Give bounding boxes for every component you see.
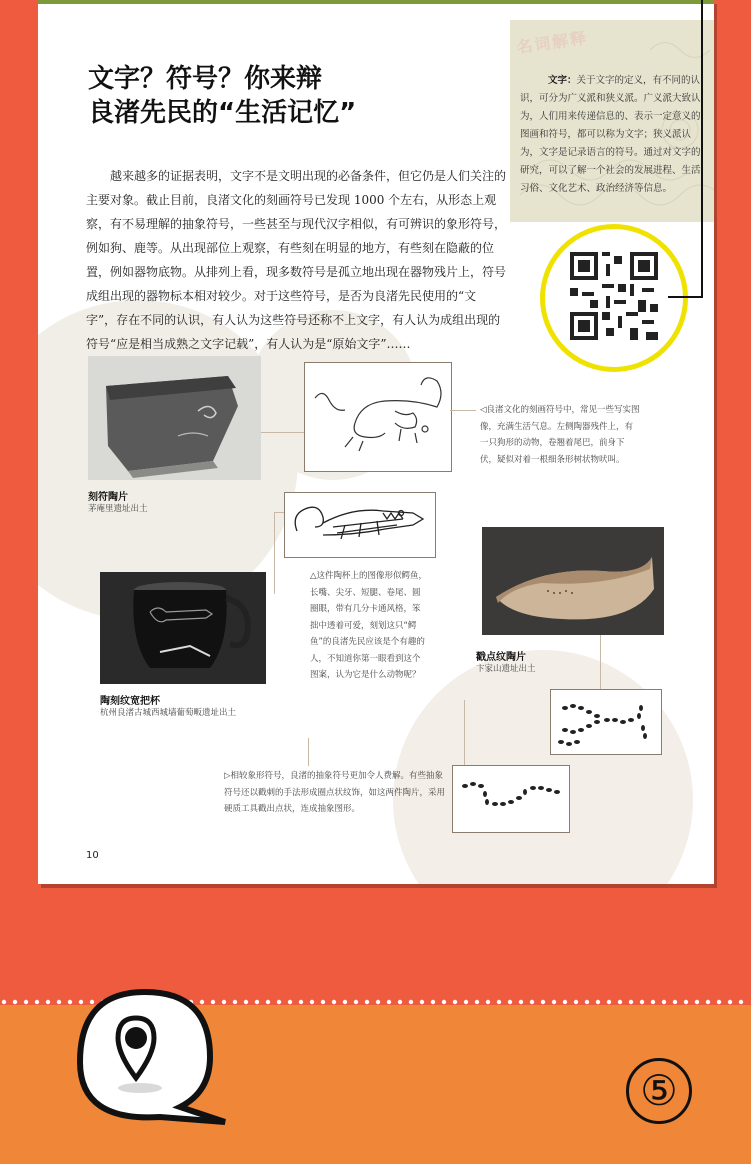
shard-image [88, 356, 261, 480]
crocodile-note: △这件陶杯上的图像形似鳄鱼，长嘴、尖牙、短腿、卷尾、圆圈眼，带有几分卡通风格，笨拙中透着可爱，刻划这只“鳄鱼”的良渚先民应该是个有趣的人，不知道你第一眼看到这个图案，认为它是什么动物呢？ [310, 571, 428, 680]
shard-photo [88, 356, 261, 480]
divider-dot [244, 1000, 248, 1004]
divider-dot [486, 1000, 490, 1004]
divider-dot [618, 1000, 622, 1004]
divider-dot [13, 1000, 17, 1004]
divider-dot [24, 1000, 28, 1004]
cup-caption-title: 陶刻纹宽把杯 [100, 696, 160, 707]
divider-dot [354, 1000, 358, 1004]
divider-dot [2, 1000, 6, 1004]
divider-dot [596, 1000, 600, 1004]
divider-dot [431, 1000, 435, 1004]
divider-dot [497, 1000, 501, 1004]
divider-dot [695, 1000, 699, 1004]
body-paragraph: 越来越多的证据表明，文字不是文明出现的必备条件，但它仍是人们关注的主要对象。截止目前，良渚文化的刻画符号已发现 1000 个左右，从形态上观察，有不易理解的抽象符号，一些甚至与现代汉字相似，有可辨识的象形符号，例如狗、鹿等。从出现部位上观察，有些刻在明显的地方，有些刻在隐蔽的位置，例如器物底物。从排列上看，现多数符号是孤立地出现在器物残片上，符号成组出现的器物标本相对较少。对于这些符号，是否为良渚先民使用的“文字”，存在不同的认识，有人认为这些符号还称不上文字，有人认为成组出现的符号“应是相当成熟之文字记载”，有人认为是“原始文字”…… [86, 169, 507, 351]
qr-leader-line [701, 0, 703, 298]
divider-dot [35, 1000, 39, 1004]
divider-dot [640, 1000, 644, 1004]
divider-dot [739, 1000, 743, 1004]
glossary-text [520, 72, 702, 198]
divider-dot [310, 1000, 314, 1004]
divider-dot [387, 1000, 391, 1004]
divider-dot [266, 1000, 270, 1004]
qr-leader-line [668, 296, 703, 298]
divider-dot [706, 1000, 710, 1004]
abstract-note: ▷相较象形符号，良渚的抽象符号更加令人费解。有些抽象符号还以戳刺的手法形成圈点状纹饰，如这两件陶片，采用硬质工具戳出点状，连成抽象图形。 [224, 771, 446, 814]
cup-image [100, 572, 266, 684]
divider-dot [255, 1000, 259, 1004]
glossary-term: 文字： [548, 75, 577, 86]
divider-dot [629, 1000, 633, 1004]
glossary-definition: 关于文字的定义，有不同的认识，可分为广义派和狭义派。广义派大致认为，人们用来传递信息的、表示一定意义的图画和符号，都可以称为文字；狭义派认为，文字是记录语言的符号。通过对文字的研究，可以了解一个社会的发展进程、生活习俗、文化艺术、政治经济等信息。 [520, 75, 701, 194]
dot-pattern-sketch [551, 690, 661, 754]
divider-dot [299, 1000, 303, 1004]
divider-dot [442, 1000, 446, 1004]
divider-dot [475, 1000, 479, 1004]
shard-caption-source: 茅庵里遗址出土 [88, 504, 148, 514]
page-number: 10 [86, 850, 99, 861]
divider-dot [277, 1000, 281, 1004]
divider-dot [651, 1000, 655, 1004]
title-line-1: 文字？符号？你来辩 [88, 64, 323, 94]
dotted-caption-title: 戳点纹陶片 [476, 652, 526, 663]
connector-line [450, 410, 476, 411]
divider-dot [464, 1000, 468, 1004]
qr-code[interactable] [570, 252, 658, 340]
connector-line [600, 635, 601, 689]
divider-dot [398, 1000, 402, 1004]
dotted-shard-image [482, 527, 664, 635]
divider-dot [519, 1000, 523, 1004]
divider-dot [46, 1000, 50, 1004]
book-page [38, 0, 714, 884]
dotted-shard-photo [482, 527, 664, 635]
glossary-box [510, 20, 714, 222]
divider-dot [552, 1000, 556, 1004]
divider-dot [563, 1000, 567, 1004]
divider-dot [453, 1000, 457, 1004]
location-bubble-icon [60, 982, 240, 1132]
connector-line [274, 512, 275, 594]
dot-pattern-sketch-2 [453, 766, 569, 832]
crocodile-sketch [285, 493, 435, 557]
connector-line [464, 700, 465, 765]
divider-dot [574, 1000, 578, 1004]
dotted-caption-source: 卞家山遗址出土 [476, 664, 536, 674]
divider-dot [728, 1000, 732, 1004]
divider-dot [365, 1000, 369, 1004]
divider-dot [343, 1000, 347, 1004]
crocodile-sketch-panel [284, 492, 436, 558]
dog-sketch-panel [304, 362, 452, 472]
divider-dot [376, 1000, 380, 1004]
page-top-strip [38, 0, 714, 4]
divider-dot [684, 1000, 688, 1004]
divider-dot [541, 1000, 545, 1004]
divider-dot [321, 1000, 325, 1004]
dot-pattern-sketch-panel [550, 689, 662, 755]
divider-dot [409, 1000, 413, 1004]
divider-dot [673, 1000, 677, 1004]
cup-photo [100, 572, 266, 684]
shard-caption-title: 刻符陶片 [88, 492, 128, 503]
cup-caption-source: 杭州良渚古城西城墙葡萄畈遗址出土 [100, 708, 237, 718]
divider-dot [332, 1000, 336, 1004]
dog-note: ◁良渚文化的刻画符号中，常见一些写实图像，充满生活气息。左侧陶器残件上，有一只狗形的动物，卷翘着尾巴，前身下伏，疑似对着一根细条形树状物吠叫。 [480, 405, 640, 465]
divider-dot [420, 1000, 424, 1004]
dog-sketch [305, 363, 451, 471]
title-line-2: 良渚先民的“生活记忆” [88, 98, 357, 128]
page-title [88, 62, 356, 130]
divider-dot [662, 1000, 666, 1004]
connector-line [274, 512, 284, 513]
divider-dot [585, 1000, 589, 1004]
divider-dot [607, 1000, 611, 1004]
glossary-tag: 名词解释 [515, 28, 590, 57]
step-number-badge: ⑤ [626, 1058, 692, 1124]
divider-dot [717, 1000, 721, 1004]
connector-line [261, 432, 304, 433]
divider-dot [288, 1000, 292, 1004]
dot-pattern-sketch-panel-2 [452, 765, 570, 833]
divider-dot [508, 1000, 512, 1004]
connector-line [308, 738, 309, 766]
divider-dot [530, 1000, 534, 1004]
